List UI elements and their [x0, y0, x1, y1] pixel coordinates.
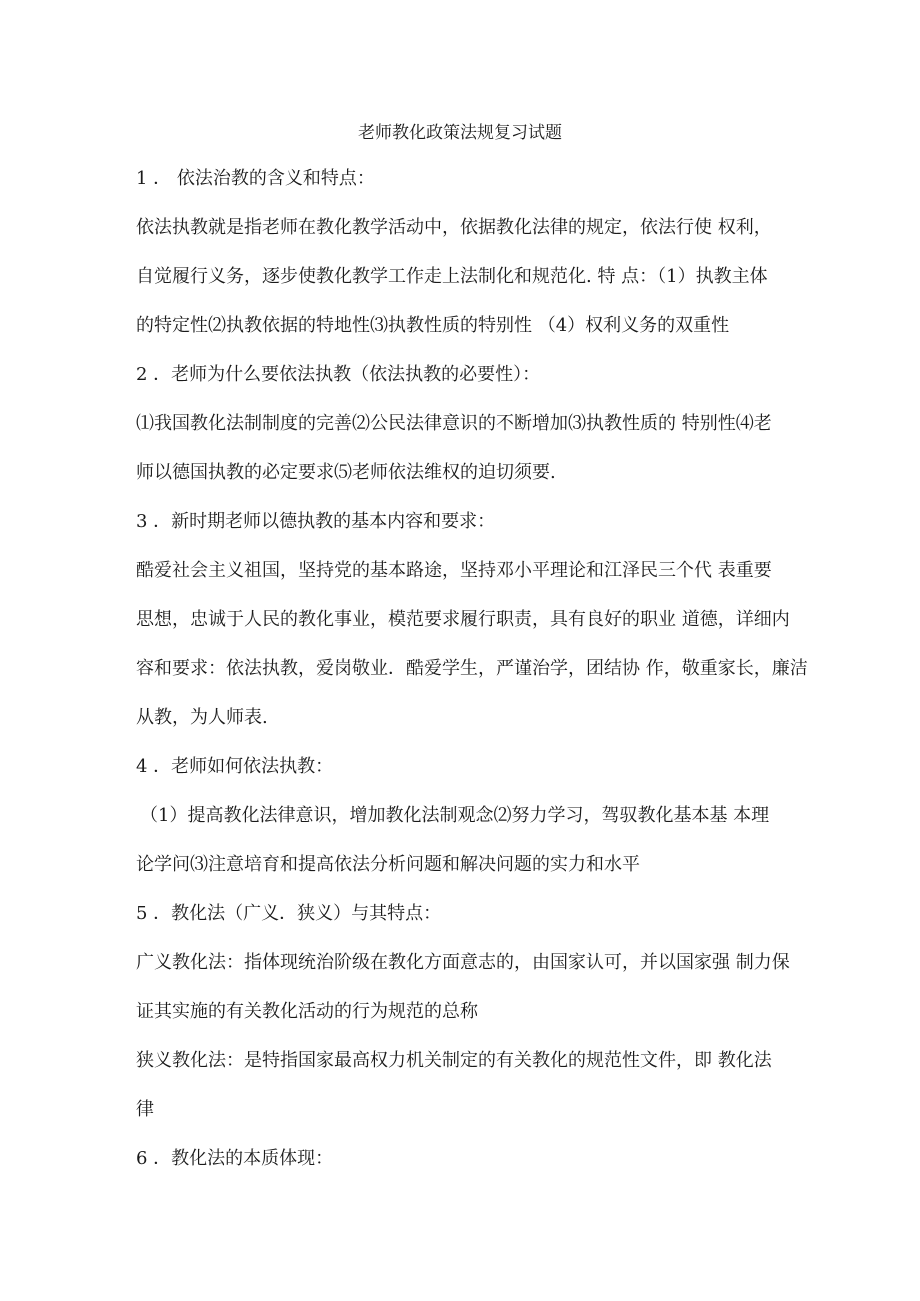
text-line: 论学问⑶注意培育和提高依法分析问题和解决问题的实力和水平: [136, 854, 640, 875]
text-line: 容和要求：依法执教，爱岗敬业．酷爱学生，严谨治学，团结协 作，敬重家长，廉洁: [136, 658, 808, 679]
text-line: 依法执教就是指老师在教化教学活动中，依据教化法律的规定，依法行使 权利，: [136, 217, 772, 238]
document-body: [136, 167, 808, 1196]
section-4-paragraph: [136, 804, 796, 877]
text-line: ⑴我国教化法制制度的完善⑵公民法律意识的不断增加⑶执教性质的 特别性⑷老: [136, 413, 772, 434]
text-line: （1）提高教化法律意识，增加教化法制观念⑵努力学习，驾驭教化基本基 本理: [140, 805, 770, 826]
section-heading-5: 5 ．教化法（广义．狭义）与其特点：: [136, 903, 442, 924]
text-line: 证其实施的有关教化活动的行为规范的总称: [136, 1001, 478, 1022]
section-heading-3: 3 ．新时期老师以德执教的基本内容和要求：: [136, 511, 496, 532]
text-line: 师以德国执教的必定要求⑸老师依法维权的迫切须要.: [136, 462, 556, 483]
text-line: 广义教化法：指体现统治阶级在教化方面意志的，由国家认可，并以国家强 制力保: [136, 952, 790, 973]
text-line: 律: [136, 1099, 154, 1120]
section-heading-1: 1 ． 依法治教的含义和特点：: [136, 168, 375, 189]
section-3-paragraph: [136, 559, 808, 730]
section-2-paragraph: [136, 412, 796, 485]
section-heading-6: 6 ．教化法的本质体现：: [136, 1148, 334, 1169]
section-5-paragraph-narrow: [136, 1049, 796, 1122]
text-line: 酷爱社会主义祖国，坚持党的基本路途，坚持邓小平理论和江泽民三个代 表重要: [136, 560, 772, 581]
text-line: 的特定性⑵执教依据的特地性⑶执教性质的特别性 （4）权利义务的双重性: [136, 315, 730, 336]
section-5-paragraph-broad: [136, 951, 796, 1024]
section-1-paragraph: [136, 216, 796, 338]
document-title: 老师教化政策法规复习试题: [358, 123, 562, 143]
text-line: 思想，忠诚于人民的教化事业，模范要求履行职责，具有良好的职业 道德，详细内: [136, 609, 790, 630]
text-line: 狭义教化法：是特指国家最高权力机关制定的有关教化的规范性文件，即 教化法: [136, 1050, 772, 1071]
text-line: 自觉履行义务，逐步使教化教学工作走上法制化和规范化. 特 点：（1）执教主体: [136, 266, 768, 287]
section-heading-4: 4 ．老师如何依法执教：: [136, 756, 334, 777]
text-line: 从教，为人师表.: [136, 707, 268, 728]
section-heading-2: 2 ．老师为什么要依法执教（依法执教的必要性）：: [136, 364, 541, 385]
